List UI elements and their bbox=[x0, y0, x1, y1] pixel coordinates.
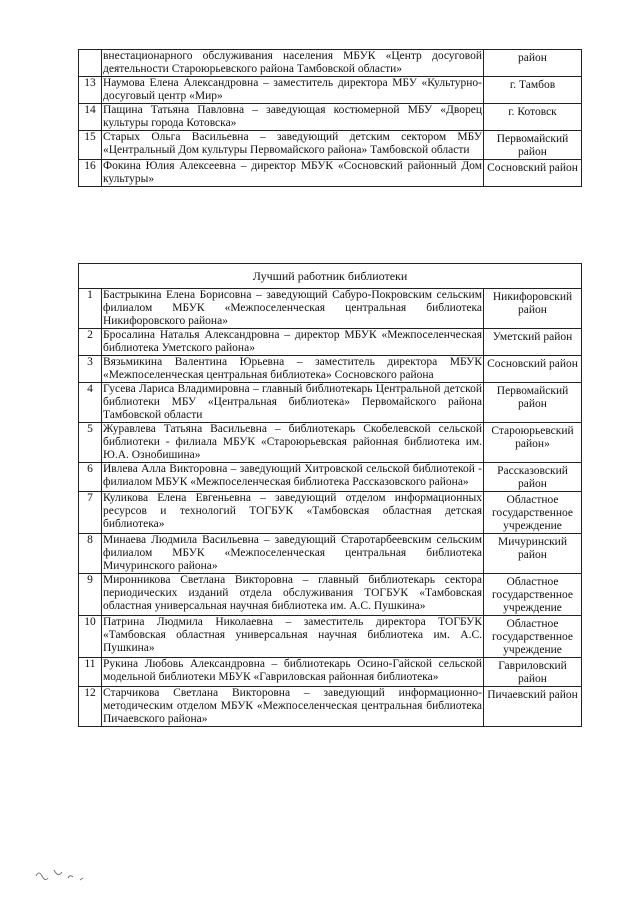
row-number: 13 bbox=[79, 77, 102, 104]
nominee-description: Гусева Лариса Владимировна – главный библиотекарь Центральной детской библиотеки МБУ «Центральная библиотека» Первомайского района Тамбовской области bbox=[103, 383, 482, 421]
nominee-description: Минаева Людмила Васильевна – заведующий Старотарбеевским сельским филиалом МБУК «Межпоселенческая центральная библиотека Мичуринского района» bbox=[103, 534, 482, 572]
table-row bbox=[79, 492, 582, 534]
nominees-table-library bbox=[78, 263, 582, 727]
category-title: Лучший работник библиотеки bbox=[79, 264, 582, 289]
row-number: 6 bbox=[79, 463, 102, 492]
nominee-description: Бастрыкина Елена Борисовна – заведующий Сабуро-Покровским сельским филиалом МБУК «Межпоселенческая центральная библиотека Никифоровского района» bbox=[103, 289, 482, 327]
table-row bbox=[79, 574, 582, 616]
district-name: район bbox=[484, 50, 582, 77]
row-number: 5 bbox=[79, 423, 102, 463]
district-name: Пичаевский район bbox=[484, 687, 582, 727]
district-name: г. Котовск bbox=[484, 104, 582, 131]
row-number: 2 bbox=[79, 329, 102, 356]
row-number: 11 bbox=[79, 658, 102, 687]
row-number: 4 bbox=[79, 383, 102, 423]
district-name: Староюрьевский район» bbox=[484, 423, 582, 463]
table-row bbox=[79, 356, 582, 383]
nominee-description: Вязьмикина Валентина Юрьевна – заместитель директора МБУК «Межпоселенческая центральная библиотека» Сосновского района bbox=[103, 356, 482, 381]
district-name: Областное государственное учреждение bbox=[484, 574, 582, 616]
nominee-description: Патрина Людмила Николаевна – заместитель директора ТОГБУК «Тамбовская областная универсальная научная библиотека им. А.С. Пушкина» bbox=[102, 616, 484, 658]
district-name: Сосновский район bbox=[484, 160, 582, 187]
nominee-description: Куликова Елена Евгеньевна – заведующий отделом информационных ресурсов и технологий ТОГБУК «Тамбовская областная детская библиотека» bbox=[102, 492, 484, 534]
table-row bbox=[79, 104, 582, 131]
table-row bbox=[79, 383, 582, 423]
table-row bbox=[79, 289, 582, 329]
row-number: 7 bbox=[79, 492, 102, 534]
nominees-table-culture bbox=[78, 49, 582, 187]
table-row bbox=[79, 463, 582, 492]
row-number: 9 bbox=[79, 574, 102, 616]
nominee-description: Рукина Любовь Александровна – библиотекарь Осино-Гайской сельской модельной библиотеки МБУК «Гавриловская районная библиотека» bbox=[102, 658, 484, 687]
district-name: Первомайский район bbox=[484, 383, 582, 423]
table-row bbox=[79, 50, 582, 77]
table-row bbox=[79, 77, 582, 104]
row-number: 12 bbox=[79, 687, 102, 727]
row-number: 10 bbox=[79, 616, 102, 658]
district-name: Гавриловский район bbox=[484, 658, 582, 687]
district-name: Рассказовский район bbox=[484, 463, 582, 492]
table-row bbox=[79, 534, 582, 574]
table-row bbox=[79, 329, 582, 356]
table2-body bbox=[79, 289, 582, 727]
row-number: 3 bbox=[79, 356, 102, 383]
nominee-description: Старых Ольга Васильевна – заведующий детским сектором МБУ «Центральный Дом культуры Первомайского района» Тамбовской области bbox=[102, 131, 484, 160]
district-name: г. Тамбов bbox=[484, 77, 582, 104]
row-number: 16 bbox=[79, 160, 102, 187]
nominee-description: Ивлева Алла Викторовна – заведующий Хитровской сельской библиотекой - филиалом МБУК «Межпоселенческая библиотека Рассказовского района» bbox=[102, 463, 484, 492]
nominee-description: внестационарного обслуживания населения МБУК «Центр досуговой деятельности Староюрьевского района Тамбовской области» bbox=[103, 50, 482, 75]
table-row bbox=[79, 160, 582, 187]
table-row bbox=[79, 131, 582, 160]
handwritten-mark-icon bbox=[32, 860, 112, 890]
nominee-description: Журавлева Татьяна Васильевна – библиотекарь Скобелевской сельской библиотеки - филиала МБУК «Староюрьевская районная библиотека им. Ю.А. Ознобишина» bbox=[103, 423, 482, 461]
table-row bbox=[79, 658, 582, 687]
row-number: 8 bbox=[79, 534, 102, 574]
district-name: Сосновский район bbox=[484, 356, 582, 383]
district-name: Уметский район bbox=[484, 329, 582, 356]
row-number: 14 bbox=[79, 104, 102, 131]
nominee-description: Наумова Елена Александровна – заместитель директора МБУ «Культурно-досуговый центр «Мир» bbox=[103, 77, 482, 102]
district-name: Областное государственное учреждение bbox=[484, 616, 582, 658]
nominee-description: Старчикова Светлана Викторовна – заведующий информационно-методическим отделом МБУК «Межпоселенческая центральная библиотека Пичаевского района» bbox=[103, 687, 482, 725]
district-name: Никифоровский район bbox=[484, 289, 582, 329]
table-row bbox=[79, 616, 582, 658]
row-number: 15 bbox=[79, 131, 102, 160]
district-name: Областное государственное учреждение bbox=[484, 492, 582, 534]
nominee-description: Бросалина Наталья Александровна – директор МБУК «Межпоселенческая библиотека Уметского района» bbox=[103, 329, 482, 354]
table-row bbox=[79, 687, 582, 727]
district-name: Первомайский район bbox=[484, 131, 582, 160]
row-number bbox=[79, 50, 102, 77]
table-header-row bbox=[79, 264, 582, 289]
district-name: Мичуринский район bbox=[484, 534, 582, 574]
nominee-description: Пащина Татьяна Павловна – заведующая костюмерной МБУ «Дворец культуры города Котовска» bbox=[103, 104, 482, 129]
row-number: 1 bbox=[79, 289, 102, 329]
table1-body bbox=[79, 50, 582, 187]
table-row bbox=[79, 423, 582, 463]
nominee-description: Миронникова Светлана Викторовна – главный библиотекарь сектора периодических изданий отдела обслуживания ТОГБУК «Тамбовская областная универсальная научная библиотека им. А.С. Пушкина» bbox=[102, 574, 484, 616]
nominee-description: Фокина Юлия Алексеевна – директор МБУК «Сосновский районный Дом культуры» bbox=[103, 160, 482, 185]
